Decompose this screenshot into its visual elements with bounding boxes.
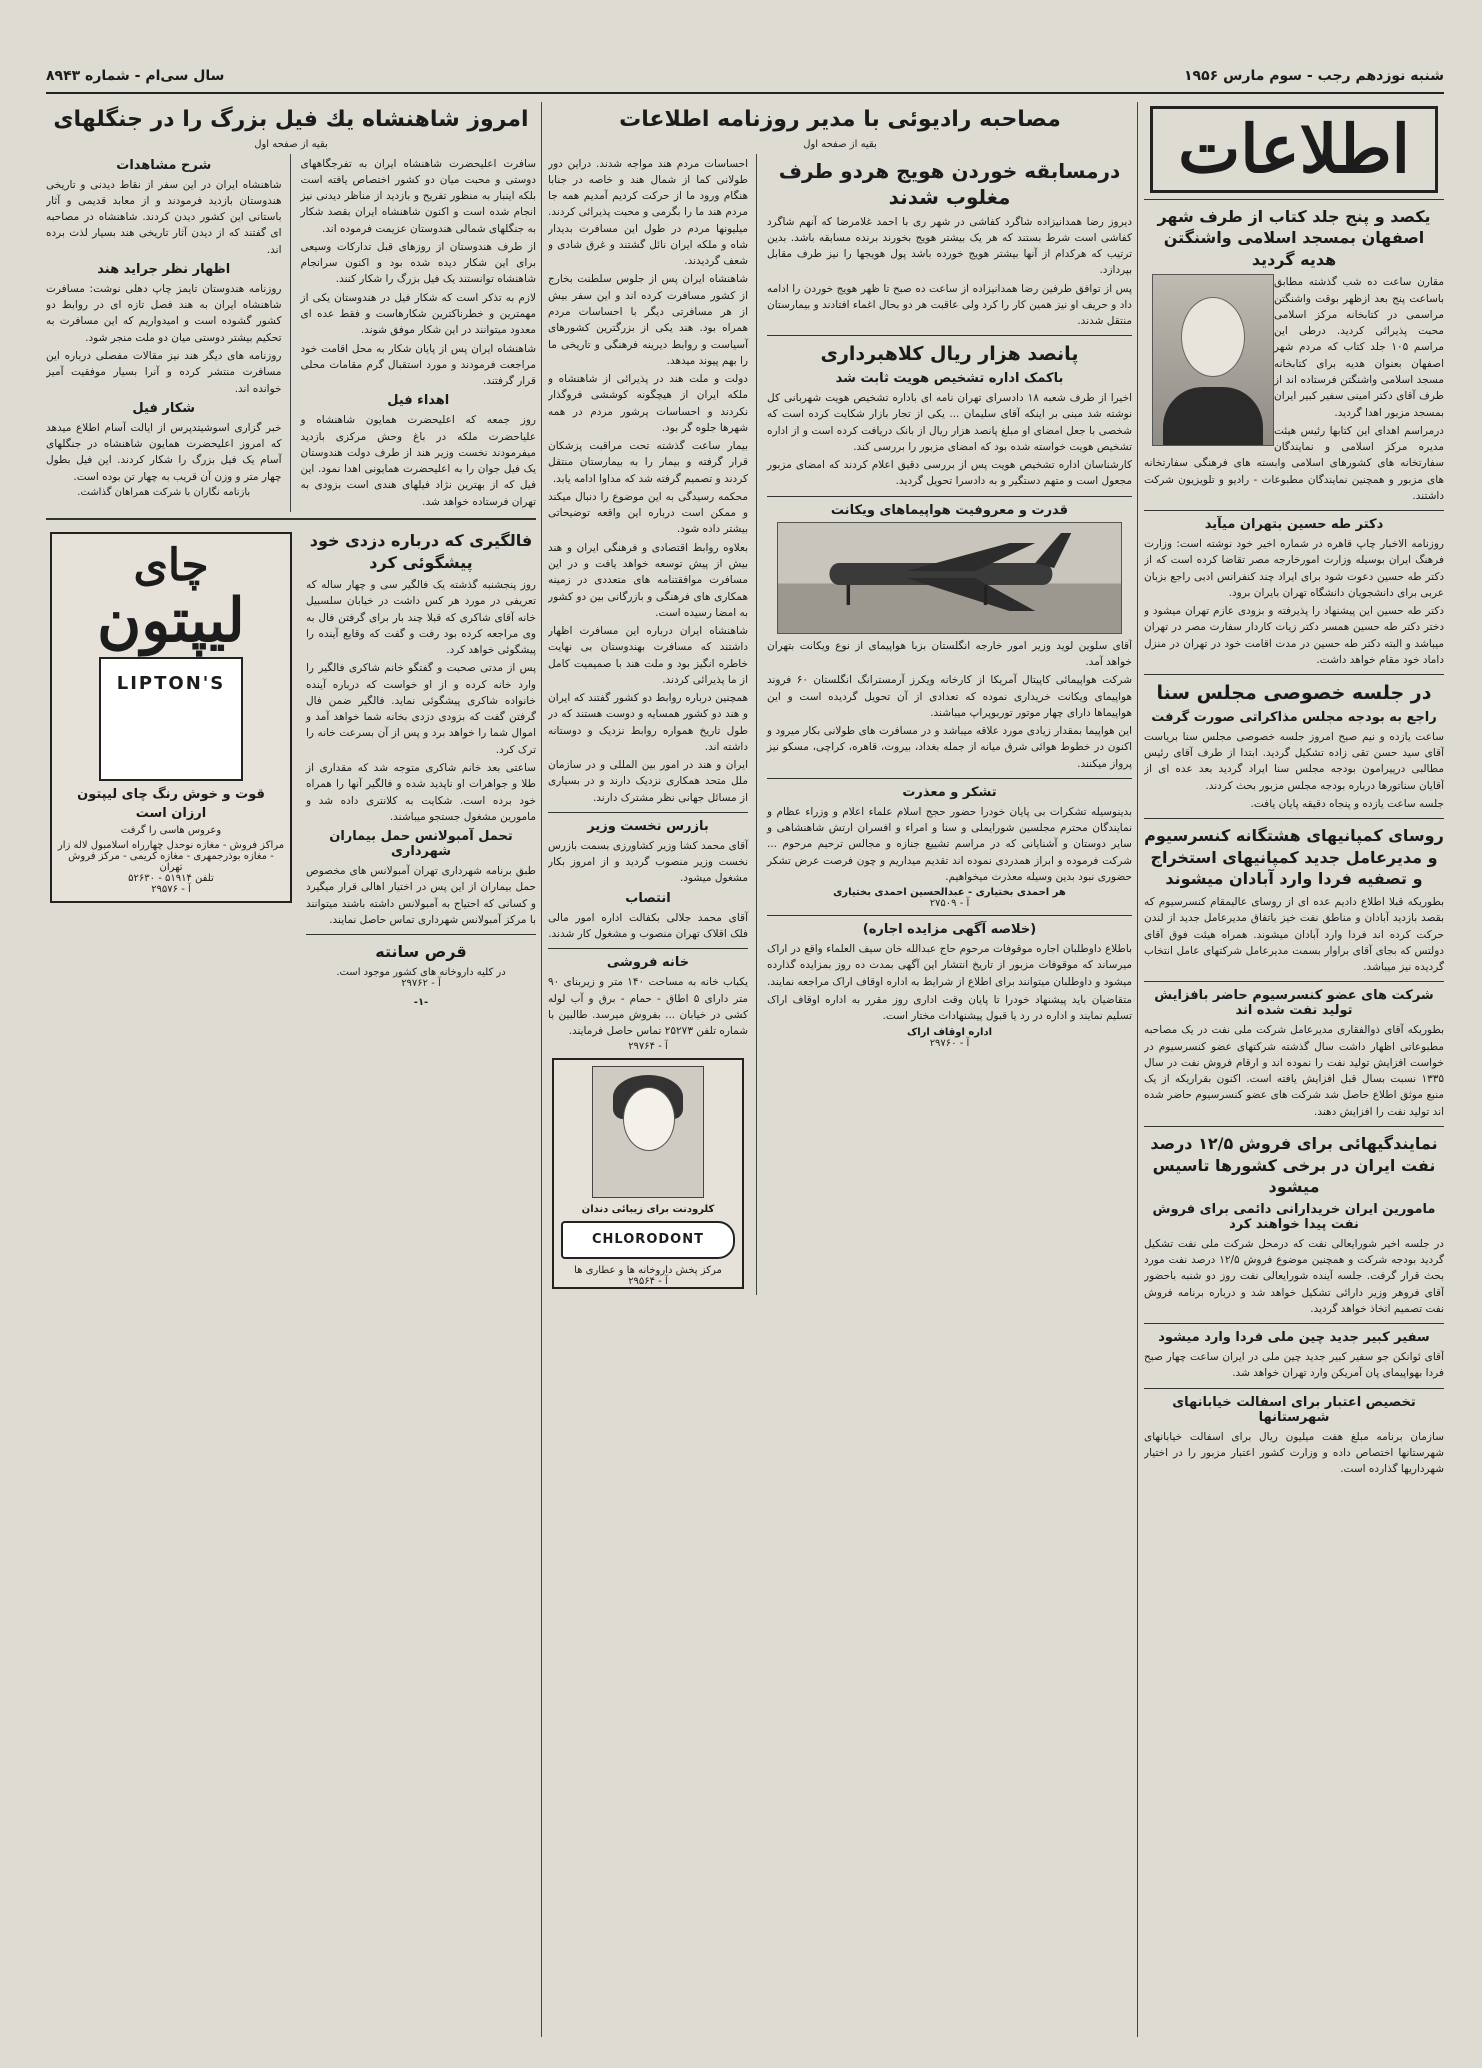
article-text: روز جمعه که اعلیحضرت همایون شاهنشاه و علیاحضرت ملکه در باغ وحش مرکزی بازدید میفرمودند نخست وزیر هند از طرف دولت هندوستان یک فیل جوان را به اعلیحضرت همایونی اهدا نمود. این فیل که از بهترین نژاد فیلهای هندی است بزودی به تهران فرستاده خواهد شد.	[300, 414, 536, 508]
fortune-teller-story	[306, 526, 536, 1008]
article-text: طبق برنامه شهرداری تهران آمبولانس های مخصوص حمل بیماران از این پس در اختیار اهالی قرار میگیرد و کسانی که احتیاج به آمبولانس داشته باشند میتوانند با مرکز آمبولانس شهرداری تماس حاصل نمایند.	[306, 865, 536, 926]
article-text: سافرت اعلیحضرت شاهنشاه ایران به تفرجگاههای دوستی و محبت میان دو کشور اختصاص یافته است بلکه اینبار به منظور تفریح و بازدید از مناظر دیدنی نیز انجام شده است و اکنون شاهنشاه ایران بقصد شکار به جنگلهای شمالی هندوستان عزیمت فرموده اند.	[300, 157, 536, 235]
brand-logo: اطلاعات	[1150, 106, 1438, 193]
article-text: دولت و ملت هند در پذیرائی از شاهنشاه و ملکه ایران از هیچگونه کوششی فروگذار نکردند و احساسات پرشور مردم در همه شهرها جلوه گر بود.	[548, 373, 748, 434]
ad-reference: آ - ۲۹۷۶۰	[929, 1037, 970, 1049]
article-text: شاهنشاه ایران پس از جلوس سلطنت بخارج از کشور مسافرت کرده اند و این سفر بیش از هر مسافرتی دیگر با احساسات مردم همراه بود. هند یکی از بزرگترین کشورهای آسیاست و روابط دیرینه فرهنگی و تاریخی ما را بهم پیوند میدهد.	[548, 273, 748, 367]
portrait-photo	[1152, 274, 1274, 446]
article-text: همچنین درباره روابط دو کشور گفتند که ایران و هند دو کشور همسایه و دوست هستند که در طول تاریخ همواره روابط نزدیک و دوستانه داشته اند.	[548, 692, 748, 753]
subheadline-fraud: باکمک اداره تشخیص هویت ثابت شد	[835, 371, 1064, 387]
continued-note: بقیه از صفحه اول	[803, 138, 877, 150]
article-text: لازم به تذکر است که شکار فیل در هندوستان یکی از مهمترین و خطرناکترین شکارهاست و فقط عده ای معدود میتوانند در این شکار موفق شوند.	[300, 291, 536, 337]
article-text: این هواپیما بمقدار زیادی مورد علاقه میباشد و در مسافرت های طولانی بکار میرود و اکنون در خطوط هوائی شرق میانه از جمله بغداد، بیروت، قاهره، کراچی، مسکو نیز پرواز میکنند.	[767, 725, 1132, 770]
lipton-dealers: مراکز فروش - مغازه نوحدل چهارراه اسلامبول لاله زار - مغازه بوذرجمهری - مغازه کریمی - مرکز فروش تهران	[57, 839, 285, 873]
headline-taha-hussein: دکتر طه حسین بتهران میآید	[1204, 517, 1384, 533]
headline-fraud: پانصد هزار ریال کلاهبرداری	[820, 343, 1079, 366]
continued-note: بقیه از صفحه اول	[254, 138, 328, 150]
headline-auction: (خلاصه آگهی مزایده اجاره)	[862, 922, 1037, 938]
headline-gift-elephant: اهداء فیل	[387, 393, 450, 409]
masthead-issue: سال سی‌ام - شماره ۸۹۴۳	[46, 68, 225, 84]
ad-reference: آ - ۲۹۵۷۶	[151, 883, 191, 895]
newspaper-page	[46, 52, 1444, 2047]
chlorodont-lady-illustration	[592, 1066, 704, 1198]
article-text: پس از توافق طرفین رضا همدانیزاده از ساعت ده صبح تا ظهر هویج خوردن را ادامه داد و حریف او نیز همین کار را کرد ولی عاقبت هر دو بحال اغماء افتادند و بیمارستان منتقل شدند.	[767, 282, 1132, 328]
airplane-illustration	[778, 523, 1121, 633]
article-text: شاهنشاه ایران درباره این مسافرت اظهار داشتند که مسافرت بهندوستان بی نهایت خاطره انگیز بود و ملت هند با صمیمیت کامل از ما پذیرائی کردند.	[548, 625, 748, 686]
article-text: آقای سلوین لوید وزیر امور خارجه انگلستان بزبا هواپیمای از نوع ویکانت بتهران خواهد آمد.	[767, 639, 1132, 668]
subheadline-oil-sales: مامورین ایران خریدارانی دائمی برای فروش نفت پیدا خواهند کرد	[1152, 1201, 1436, 1232]
article-text: باطلاع داوطلبان اجاره موقوفات مرحوم حاج عبدالله خان سیف العلماء واقع در اراک میرساند که موقوفات مزبور از تاریخ انتشار این آگهی بمدت ده روز بمزایده گذارده میشود و داوطلبان میتوانند برای اطلاع از شرایط به اداره اوقاف اراک مراجعه نمایند.	[767, 943, 1132, 988]
article-text: شرکت هواپیمائی کاپیتال آمریکا از کارخانه ویکرز آرمسترانگ انگلستان ۶۰ فروند هواپیمای ویکانت خریداری نموده که تعدادی از آن تحویل گردیده است و این هواپیماها دارای چهار موتور توربوپراپ میباشند.	[767, 674, 1132, 719]
article-text: اخیرا از طرف شعبه ۱۸ دادسرای تهران نامه ای باداره تشخیص هویت شهربانی کل نوشته شد مبنی بر اینکه آقای سلیمان ... یکی از تجار بازار شکایت کرده است که شخصی با جعل امضای او مبلغ پانصد هزار ریال از بانک دریافت کرده است و از اداره تشخیص هویت خواسته شده بود که امضای مزبور را بررسی کند.	[767, 392, 1132, 453]
article-text: محکمه رسیدگی به این موضوع را دنبال میکند و ممکن است درباره این واقعه توضیحاتی بیشتر داده شود.	[548, 490, 748, 536]
headline-ambulance: تحمل آمبولانس حمل بیماران شهرداری	[329, 829, 513, 860]
article-text: آقای محمد کشا وزیر کشاورزی بسمت بازرس نخست وزیر منصوب گردید و از امروز بکار مشغول میشود.	[548, 839, 748, 885]
thanks-signature: هر احمدی بختیاری - عبدالحسین احمدی بختیاری	[833, 887, 1066, 899]
lipton-ad	[46, 526, 296, 1008]
ad-reference: آ - ۲۹۷۶۴	[628, 1041, 668, 1053]
article-text: از طرف هندوستان از روزهای قبل تدارکات وسیعی برای این شکار دیده شده بود و اکنون سرانجام شاهنشاه توانستند یک فیل بزرگ را شکار کنند.	[300, 240, 536, 286]
sante-text: در کلیه داروخانه های کشور موجود است.	[336, 966, 506, 978]
interview-text-block	[767, 154, 1132, 1296]
masthead-date: شنبه نوزدهم رجب - سوم مارس ۱۹۵۶	[1184, 68, 1444, 84]
article-text: کارشناسان اداره تشخیص هویت پس از بررسی دقیق اعلام کردند که امضای مزبور مجعول است و متهم دستگیر و به دادسرا تحویل گردید.	[767, 459, 1132, 488]
lady-face	[623, 1087, 675, 1151]
headline-radio-interview: مصاحبه رادیوئی با مدیر روزنامه اطلاعات	[619, 107, 1061, 132]
ad-reference: آ - ۲۹۷۶۲	[401, 977, 441, 989]
headline-thanks: تشکر و معذرت	[902, 784, 997, 800]
chlorodont-text: کلرودنت برای زیبائی دندان	[581, 1204, 715, 1216]
lipton-slogan: ارزان است	[135, 805, 207, 821]
headline-press: اظهار نظر جراید هند	[97, 261, 231, 277]
article-text: جلسه ساعت یازده و پنجاه دقیقه پایان یافت.	[1250, 797, 1444, 810]
article-text: درمراسم اهدای این کتابها رئیس هیئت مدیره مرکز اسلامی و نمایندگان سفارتخانه های کشورهای اسلامی وابسته های فرهنگی سفارتخانه های مزبور و همچنین نمایندگان مطبوعات - رادیو و تلویزیون شرکت داشتند.	[1144, 424, 1444, 502]
headline-observations: شرح مشاهدات	[116, 157, 212, 173]
auction-signature: اداره اوقاف اراک	[906, 1026, 993, 1038]
headline-house-sale: خانه فروشی	[606, 955, 690, 971]
interview-continuation	[548, 154, 757, 1296]
lipton-tin-label: LIPTON'S	[116, 672, 226, 694]
article-text: شاهنشاه ایران پس از پایان شکار به محل اقامت خود مراجعت فرمودند و مورد استقبال گرم مقامات محلی قرار گرفتند.	[300, 342, 536, 388]
ad-reference: آ - ۲۹۵۶۴	[628, 1276, 668, 1288]
headline-books: یکصد و پنج جلد کتاب از طرف شهر اصفهان بمسجد اسلامی واشنگتن هدیه گردید	[1157, 206, 1431, 269]
headline-carrot: درمسابقه خوردن هویج هردو طرف مغلوب شدند	[778, 158, 1121, 209]
headline-elephant: امروز شاهنشاه یك فیل بزرگ را در جنگلهای	[53, 107, 529, 132]
masthead	[46, 62, 1444, 94]
headline-inspector: بازرس نخست وزیر	[587, 818, 709, 834]
headline-ambassador: سفیر کبیر جدید چین ملی فردا وارد میشود	[1158, 1330, 1430, 1346]
headline-senate: در جلسه خصوصی مجلس سنا	[1156, 682, 1432, 705]
hunt-note: بازنامه نگاران با شرکت همراهان گذاشت.	[77, 486, 251, 498]
article-text: روزنامه های دیگر هند نیز مقالات مفصلی درباره این مسافرت منتشر کرده و آنرا بسیار موفقیت آمیز خوانده اند.	[46, 349, 282, 395]
article-text: بیمار ساعت گذشته تحت مراقبت پزشکان قرار گرفته و بیمار را به بیمارستان منتقل کردند و تصمیم گرفته شد که مداوا ادامه یابد.	[548, 440, 748, 485]
portrait-face	[1181, 297, 1245, 377]
lipton-tea-tin	[99, 657, 243, 781]
headline-oil-sales: نمایندگیهائی برای فروش ۱۲/۵ درصد نفت ایران در برخی کشورها تاسیس میشود	[1150, 1133, 1438, 1197]
article-text: خبر گزاری اسوشیتدپرس از ایالت آسام اطلاع میدهد که امروز اعلیحضرت همایون شاهنشاه در جنگلهای آسام یک فیل بزرگ را شکار کردند. این فیل بطول چهار متر و وزن آن قریب به چهار تن بوده است.	[46, 421, 282, 483]
article-text: سازمان برنامه مبلغ هفت میلیون ریال برای اسفالت خیابانهای شهرستانها اختصاص داده و وزارت کشور اعتبار مزبور را در اختیار شهرداریها گذارده است.	[1144, 1430, 1444, 1476]
article-text: مقارن ساعت ده شب گذشته مطابق باساعت پنج بعد ازظهر بوقت واشنگتن مراسمی در کتابخانه مرکز اسلامی محبت پذیرائی کردید. درطی این مراسم ۱۰۵ جلد کتاب که مردم شهر اصفهان بعنوان هدیه برای کتابخانه مسجد اسلامی واشنگتن فرستاده اند از طرف آقای دکتر امینی سفیر کبیر ایران بمسجد مزبور اهدا گردید.	[1274, 276, 1444, 419]
headline-oil-production: شرکت های عضو کنسرسیوم حاضر بافزایش تولید نفت شده اند	[1154, 988, 1434, 1019]
article-text: روزنامه الاخبار چاپ قاهره در شماره اخیر خود نوشته است: وزارت فرهنگ ایران بوسیله وزارت امورخارجه مصر تقاضا کرده است که از دکتر طه حسین دعوت شود برای ایراد چند کنفرانس ادبی راجع بزبان عربی برای دانشجویان دانشگاه تهران بایران برود.	[1144, 538, 1444, 599]
headline-appointment: انتصاب	[625, 890, 671, 906]
column-4	[46, 102, 536, 2037]
article-text: یکباب خانه به مساحت ۱۴۰ متر و زیربنای ۹۰ متر دارای ۵ اطاق - حمام - برق و آب لوله کشی در خیابان ... بفروش میرسد. طالبین با شماره تلفن ۲۵۲۷۳ تماس حاصل فرمایند.	[548, 976, 748, 1038]
article-text: بطوریکه قبلا اطلاع دادیم عده ای از روسای عالیمقام کنسرسیوم که بقصد بازدید آبادان و مناطق نفت خیز باتفاق مدیرعامل جدید از لندن حرکت کرده اند فردا وارد آبادان میشوند. همراه هیئت فوق آقای دولتس که بجای آقای براوار بسمت مدیرعامل شرکتهای عامل انتخاب گردیده نیز میباشد.	[1144, 896, 1444, 974]
article-text: بطوریکه آقای ذوالفقاری مدیرعامل شرکت ملی نفت در یک مصاحبه مطبوعاتی اظهار داشت سال گذشته شرکتهای عضو کنسرسیوم در خواست افزایش تولید نفت را نموده اند و ارقام فروش نفت در سال ۱۳۳۵ نسبت بسال قبل افزایش یافته است. اکنون بقراریکه از یک منبع موثق اطلاع حاصل شد شرکت های عضو کنسرسیوم حاضر شده اند تولید نفت را افزایش دهند.	[1144, 1024, 1444, 1118]
chlorodont-tube: CHLORODONT	[561, 1221, 735, 1259]
headline-elephant-hunt: شکار فیل	[132, 400, 196, 416]
column-2	[548, 102, 1132, 2037]
column-rule	[1137, 102, 1138, 2037]
headline-fortune-teller: فالگیری که درباره دزدی خود پیشگوئی کرد	[309, 530, 533, 572]
article-text: متقاضیان باید پیشنهاد خودرا تا پایان وقت اداری روز مقرر به اداره اوقاف اراک تسلیم نمایند و اداره در رد یا قبول پیشنهادات مختار است.	[767, 993, 1132, 1023]
portrait-suit	[1163, 387, 1263, 445]
article-text: بدینوسیله تشکرات بی پایان خودرا حضور حجج اسلام علماء اعلام و وزراء عظام و نمایندگان محترم مجلسین شورایملی و سنا و امراء و افسران ارتش شاهنشاهی و سایر دوستان و آشنایانی که در مراسم تشییع جنازه و مجالس ترحیم مرحوم ... شرکت فرموده و ابراز همدردی نموده اند تقدیم میداریم و چون فرصت عرض تشکر حضوری نبود بدین وسیله معذرت میخواهیم.	[767, 805, 1132, 883]
chlorodont-footer: مرکز پخش داروخانه ها و عطاری ها	[574, 1265, 722, 1277]
lipton-slogan: وعروس هاسی را گرفت	[120, 824, 222, 836]
headline-viscount: قدرت و معروفیت هواپیماهای ویکانت	[830, 502, 1069, 518]
article-text: در جلسه اخیر شورایعالی نفت که درمحل شرکت ملی نفت تشکیل گردید بودجه شرکت و همچنین موضوع فروش ۱۲/۵ درصد نفت مورد بحث قرار گرفت. جلسه آینده شورایعالی نفت روز دو شنبه باحضور آقای فروهر وزیر دارائی تشکیل خواهد شد و درباره برنامه فروش نفت تصمیم اتخاذ خواهد گردید.	[1144, 1237, 1444, 1315]
headline-sante-pill: قرص سانته	[375, 942, 467, 962]
airplane-photo	[777, 522, 1122, 634]
subheadline-senate: راجع به بودجه مجلس مذاکراتی صورت گرفت	[1151, 709, 1437, 725]
article-text: روز پنجشنبه گذشته یک فالگیر سی و چهار ساله که تعریفی در مورد هر کس داشت در خیابان سلسبیل خانه آقای شاکری که قبلا چند بار برای گرفتن فال به وی مراجعه کرده بود رفت و گفت که وقایع آینده را پیشگوئی خواهد کرد.	[306, 579, 536, 657]
column-1	[1144, 102, 1444, 2037]
lipton-slogan: قوت و خوش رنگ چای لیپتون	[77, 786, 265, 802]
page-number: -۱-	[413, 996, 429, 1008]
article-text: آقای ئوانکن جو سفیر کبیر جدید چین ملی در ایران ساعت چهار صبح فردا بهواپیمای پان آمریکن وارد تهران خواهد شد.	[1144, 1351, 1444, 1380]
headline-consortium: روسای کمپانیهای هشتگانه کنسرسیوم و مدیرعامل جدید کمپانیهای استخراج و تصفیه فردا وارد آبادان میشوند	[1144, 826, 1444, 889]
lipton-brand-name: لیپتون	[97, 585, 245, 656]
article-text: ایران و هند در امور بین المللی و در سازمان ملل متحد همکاری نزدیک دارند و در بسیاری از مسائل جهانی نظر مشترک دارند.	[548, 759, 748, 804]
article-text: پس از مدتی صحبت و گفتگو خانم شاکری فالگیر را وارد خانه کرده و از او خواست که درباره آینده خانواده شاکری پیشگوئی نماید. فالگیر ضمن فال گرفتن گفت که بزودی دزدی بخانه شما خواهد آمد و اموال شما را خواهد برد و پس از آن بسرعت خانه را ترک کرد.	[306, 662, 536, 756]
lipton-word-chai: چای	[133, 539, 209, 591]
article-text: شاهنشاه ایران در این سفر از نقاط دیدنی و تاریخی هندوستان بازدید فرمودند و از معابد قدیمی و آثار باستانی این کشور دیدن کردند. شاهنشاه در مصاحبه ای گفتند که از دیدن آثار تاریخی هند بسیار لذت برده اند.	[46, 178, 282, 256]
headline-asphalt: تخصیص اعتبار برای اسفالت خیابانهای شهرستانها	[1172, 1394, 1416, 1425]
article-text: بعلاوه روابط اقتصادی و فرهنگی ایران و هند بیش از پیش توسعه خواهد یافت و در این مسافرت موافقتنامه های متعددی در زمینه همکاری های فرهنگی و بازرگانی بین دو کشور به امضا رسیده است.	[548, 541, 748, 619]
article-text: ساعت یازده و نیم صبح امروز جلسه خصوصی مجلس سنا بریاست آقای سید حسن تقی زاده تشکیل گردید. ابتدا از طرف آقای رئیس مطالبی درپیرامون بودجه مجلس سنا ایراد گردید بعد عده ای از آقایان سناتورها درباره بودجه مجلس مزبور بحث کردند.	[1144, 730, 1444, 792]
article-text: احساسات مردم هند مواجه شدند. دراین دور طولانی کما از شمال هند و خاصه در جنابا هنگام ورود ما از حرکت کردیم آمدیم همه جا مردم هند ما را بگرمی و محبت پذیرائی کردند. میلیونها مردم در طول این مسافرت بدیدار شاه و ملکه ایران نائل گشتند و غرق شادی و شعف گردیدند.	[548, 157, 748, 268]
article-text: آقای محمد جلالی بکفالت اداره امور مالی فلک اقلاک تهران منصوب و مشغول کار شدند.	[548, 911, 748, 941]
article-text: دیروز رضا همدانیزاده شاگرد کفاشی در شهر ری با احمد غلامرضا که آنهم شاگرد کفاشی است شرط بستند که هر یک بیشتر هویج بخورند برنده مسابقه باشد. بدین ترتیب که هرکدام از آنها بیشتر هویج خورده باشد پول هویجها را نیز طرف مقابل بپردازد.	[767, 215, 1132, 277]
column-rule	[541, 102, 542, 2037]
ad-reference: آ - ۲۷۵۰۹	[929, 898, 970, 910]
article-text: دکتر طه حسین این پیشنهاد را پذیرفته و بزودی عازم تهران میشود و دختر دکتر طه حسین همسر دکتر زیات کاردار سفارت مصر در تهران میباشد و البته دکتر طه حسین در مدت اقامت خود در تهران در منزل داماد خود مقام خواهد داشت.	[1144, 605, 1444, 666]
article-text: روزنامه هندوستان تایمز چاپ دهلی نوشت: مسافرت شاهنشاه ایران به هند فصل تازه ای در روابط دو کشور گشوده است و امیدواریم که این مسافرت به تحکیم بیشتر دوستی میان دو ملت منجر شود.	[46, 282, 282, 344]
lipton-phone: تلفن ۵۱۹۱۴ - ۵۲۶۳۰	[128, 872, 214, 884]
article-text: ساعتی بعد خانم شاکری متوجه شد که مقداری از طلا و جواهرات او ناپدید شده و فالگیر آنها را همراه خود برده است. شکایت به کلانتری داده شد و مامورین مشغول جستجو میباشند.	[306, 762, 536, 823]
chlorodont-ad	[552, 1058, 744, 1289]
